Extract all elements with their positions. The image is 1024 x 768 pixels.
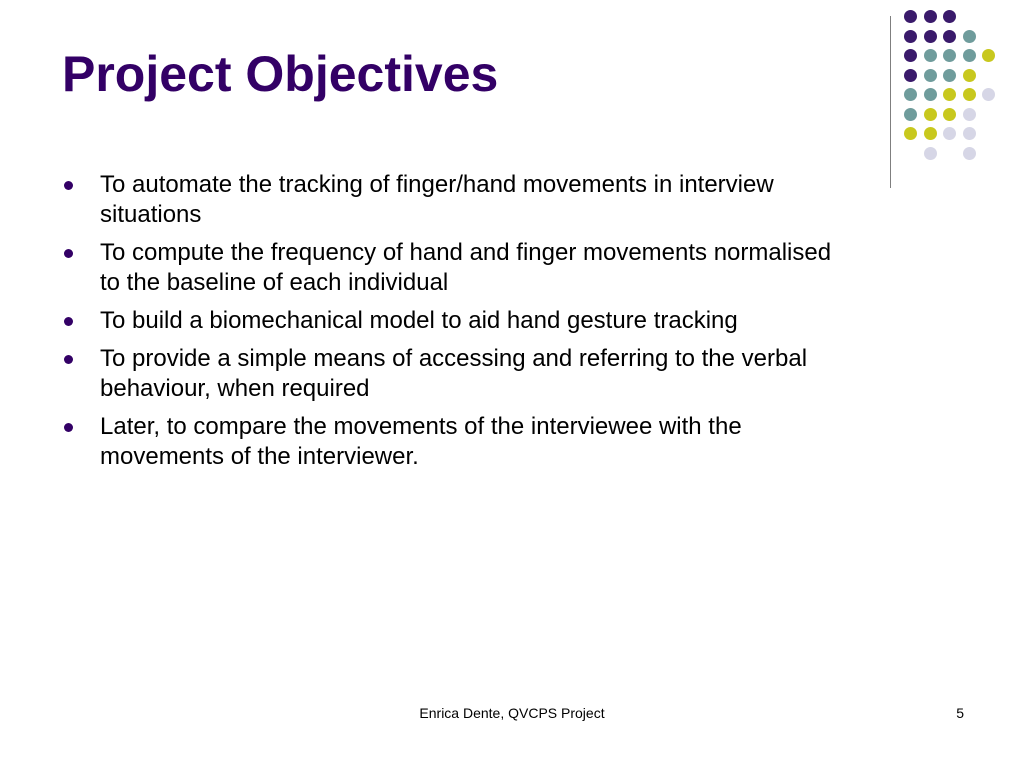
bullet-marker-icon	[64, 181, 73, 190]
bullet-marker-icon	[64, 317, 73, 326]
decorative-dot	[963, 88, 976, 101]
decorative-dot	[943, 108, 956, 121]
decorative-dot	[924, 49, 937, 62]
bullet-text: To compute the frequency of hand and finger movements normalised to the baseline of each individual	[100, 239, 832, 296]
bullet-item	[62, 170, 832, 230]
decorative-dot	[904, 30, 917, 43]
decorative-dot	[904, 108, 917, 121]
bullet-marker-icon	[64, 355, 73, 364]
decorative-dot	[963, 49, 976, 62]
bullet-item	[62, 306, 832, 336]
decorative-dot	[943, 30, 956, 43]
decorative-dot	[963, 147, 976, 160]
decorative-dot	[924, 30, 937, 43]
decorative-dot	[963, 108, 976, 121]
decorative-dot	[924, 69, 937, 82]
bullet-text: To automate the tracking of finger/hand movements in interview situations	[100, 171, 774, 228]
decorative-dot	[943, 127, 956, 140]
decorative-dot	[904, 88, 917, 101]
decorative-divider-line	[890, 16, 891, 188]
bullet-item	[62, 238, 832, 298]
decorative-dot	[963, 69, 976, 82]
bullet-list	[62, 170, 832, 480]
decorative-dot	[904, 49, 917, 62]
decorative-dot	[924, 88, 937, 101]
bullet-marker-icon	[64, 423, 73, 432]
decorative-dot	[924, 147, 937, 160]
bullet-marker-icon	[64, 249, 73, 258]
decorative-dot	[963, 127, 976, 140]
decorative-dot	[982, 88, 995, 101]
decorative-dot-grid	[904, 10, 1004, 170]
page-number: 5	[956, 705, 964, 721]
decorative-dot	[924, 10, 937, 23]
decorative-dot	[943, 10, 956, 23]
footer-text: Enrica Dente, QVCPS Project	[419, 705, 605, 721]
decorative-dot	[943, 69, 956, 82]
decorative-dot	[924, 108, 937, 121]
decorative-dot	[963, 30, 976, 43]
bullet-text: Later, to compare the movements of the interviewee with the movements of the interviewer.	[100, 413, 742, 470]
bullet-item	[62, 344, 832, 404]
decorative-dot	[982, 49, 995, 62]
bullet-text: To provide a simple means of accessing and referring to the verbal behaviour, when required	[100, 345, 808, 402]
decorative-dot	[904, 69, 917, 82]
decorative-dot	[904, 127, 917, 140]
decorative-dot	[943, 49, 956, 62]
bullet-item	[62, 412, 832, 472]
decorative-dot	[924, 127, 937, 140]
slide-title: Project Objectives	[62, 46, 499, 102]
decorative-dot	[943, 88, 956, 101]
decorative-dot	[904, 10, 917, 23]
bullet-text: To build a biomechanical model to aid hand gesture tracking	[100, 307, 738, 334]
